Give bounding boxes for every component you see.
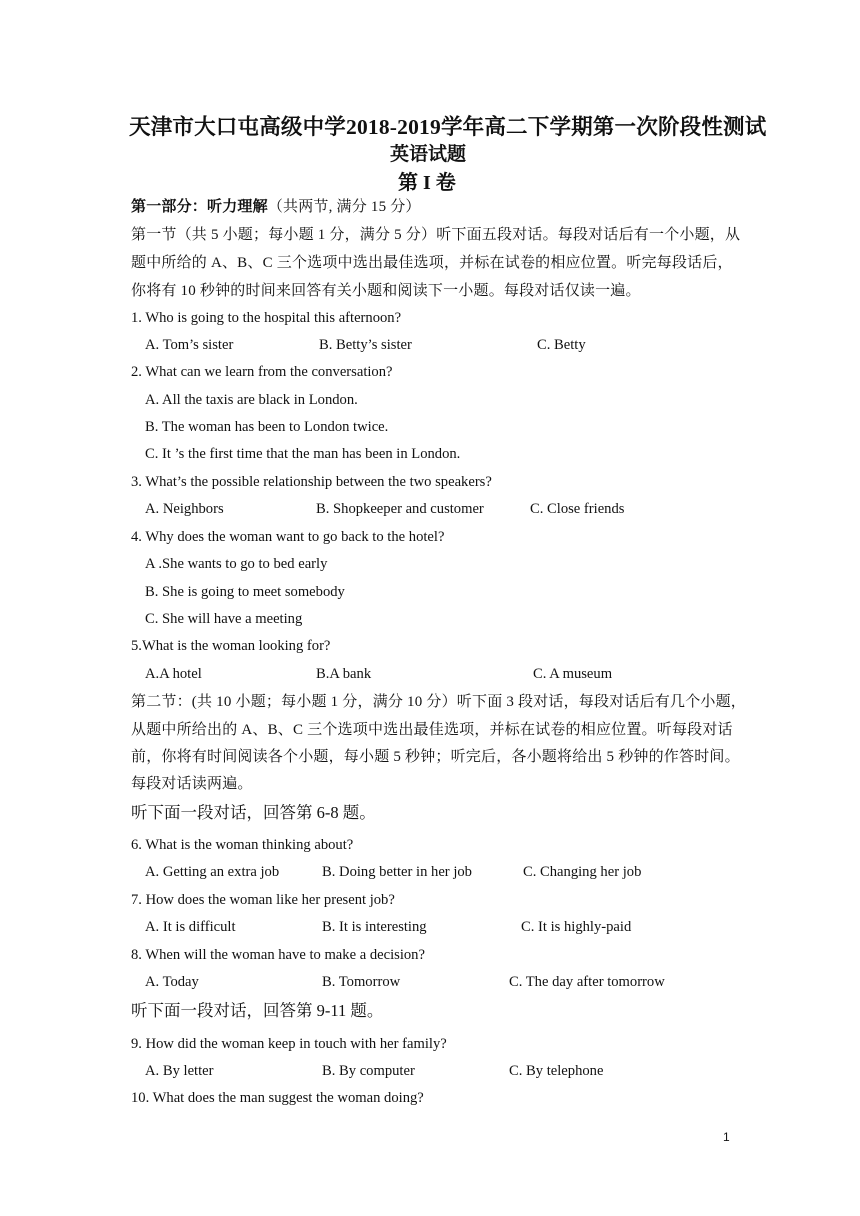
option-c: C. The day after tomorrow — [509, 974, 665, 990]
option-a: A .She wants to go to bed early — [145, 556, 328, 572]
option-c: C. A museum — [533, 666, 613, 682]
option-b: B.A bank — [316, 666, 372, 682]
section2-line: 第二节：(共 10 小题；每小题 1 分，满分 10 分）听下面 3 段对话，每段对话后有几个小题， — [131, 694, 746, 710]
question-stem: 4. Why does the woman want to go back to the hotel? — [131, 529, 445, 545]
exam-title: 天津市大口屯高级中学2018-2019学年高二下学期第一次阶段性测试 — [129, 115, 767, 139]
question-stem: 7. How does the woman like her present job? — [131, 892, 395, 908]
question-stem: 10. What does the man suggest the woman doing? — [131, 1090, 424, 1106]
question-stem: 5.What is the woman looking for? — [131, 638, 331, 654]
section2-line: 前，你将有时间阅读各个小题，每小题 5 秒钟；听完后，各小题将给出 5 秒钟的作答时间。 — [131, 749, 740, 765]
option-c: C. She will have a meeting — [145, 611, 303, 627]
option-a: A. All the taxis are black in London. — [145, 392, 358, 408]
section2-line: 每段对话读两遍。 — [131, 776, 253, 792]
part1-note: （共两节, 满分 15 分） — [267, 199, 421, 215]
option-a: A. Getting an extra job — [145, 864, 280, 880]
group-heading: 听下面一段对话，回答第 6-8 题。 — [131, 803, 376, 822]
exam-subtitle: 英语试题 — [390, 144, 467, 165]
option-c: C. Betty — [537, 337, 586, 353]
question-stem: 2. What can we learn from the conversation? — [131, 364, 393, 380]
part1-heading — [131, 197, 421, 217]
option-a: A. It is difficult — [145, 919, 236, 935]
option-b: B. By computer — [322, 1063, 415, 1079]
option-b: B. The woman has been to London twice. — [145, 419, 389, 435]
option-a: A. Neighbors — [145, 501, 224, 517]
section1-line: 你将有 10 秒钟的时间来回答有关小题和阅读下一小题。每段对话仅读一遍。 — [131, 283, 641, 299]
section1-line: 题中所给的 A、B、C 三个选项中选出最佳选项，并标在试卷的相应位置。听完每段话后， — [131, 255, 733, 271]
question-stem: 9. How did the woman keep in touch with her family? — [131, 1036, 447, 1052]
option-a: A. Tom’s sister — [145, 337, 234, 353]
option-b: B. Doing better in her job — [322, 864, 472, 880]
question-stem: 1. Who is going to the hospital this afternoon? — [131, 310, 402, 326]
volume-heading: 第 I 卷 — [398, 172, 456, 194]
question-stem: 8. When will the woman have to make a decision? — [131, 947, 425, 963]
group-heading: 听下面一段对话，回答第 9-11 题。 — [131, 1001, 384, 1020]
question-stem: 6. What is the woman thinking about? — [131, 837, 354, 853]
section1-line: 第一节（共 5 小题；每小题 1 分，满分 5 分）听下面五段对话。每段对话后有一个小题，从 — [131, 227, 741, 243]
option-c: C. Close friends — [530, 501, 625, 517]
option-c: C. Changing her job — [523, 864, 642, 880]
option-c: C. It ’s the first time that the man has been in London. — [145, 446, 461, 462]
part1-label: 第一部分：听力理解 — [131, 199, 268, 215]
page-number: 1 — [723, 1130, 730, 1144]
question-stem: 3. What’s the possible relationship between the two speakers? — [131, 474, 492, 490]
option-a: A.A hotel — [145, 666, 202, 682]
option-b: B. It is interesting — [322, 919, 427, 935]
option-a: A. Today — [145, 974, 199, 990]
option-c: C. By telephone — [509, 1063, 604, 1079]
option-b: B. Betty’s sister — [319, 337, 412, 353]
option-c: C. It is highly-paid — [521, 919, 632, 935]
option-b: B. Shopkeeper and customer — [316, 501, 484, 517]
option-a: A. By letter — [145, 1063, 214, 1079]
option-b: B. She is going to meet somebody — [145, 584, 345, 600]
option-b: B. Tomorrow — [322, 974, 401, 990]
section2-line: 从题中所给出的 A、B、C 三个选项中选出最佳选项，并标在试卷的相应位置。听每段对话 — [131, 722, 733, 738]
